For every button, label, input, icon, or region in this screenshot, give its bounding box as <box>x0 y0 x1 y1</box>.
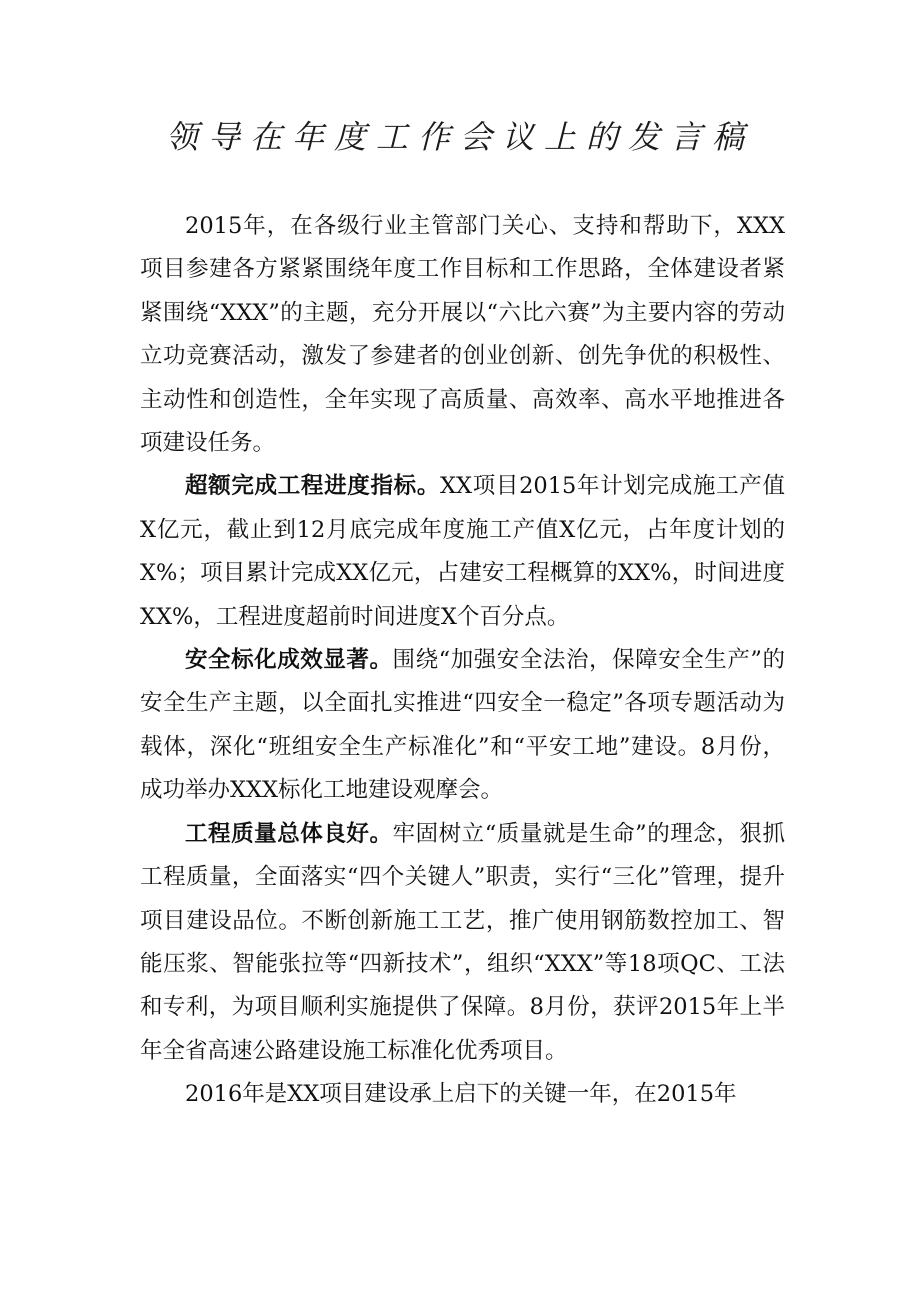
document-title: 领导在年度工作会议上的发言稿 <box>165 118 754 156</box>
paragraph-quality <box>140 813 785 1073</box>
paragraph-lead: 安全标化成效显著。 <box>185 647 393 674</box>
paragraph-text: 围绕“加强安全法治，保障安全生产”的安全生产主题，以全面扎实推进“四安全一稳定”各项专题活动为载体，深化“班组安全生产标准化”和“平安工地”建设。8月份，成功举办XXX标化工地建设观摩会。 <box>140 647 785 804</box>
paragraph-safety <box>140 639 785 813</box>
paragraph-lead: 工程质量总体良好。 <box>185 820 393 847</box>
paragraph-progress <box>140 465 785 639</box>
document-body <box>140 205 785 1117</box>
paragraph-intro <box>140 205 785 465</box>
paragraph-text: 牢固树立“质量就是生命”的理念，狠抓工程质量，全面落实“四个关键人”职责，实行“三化”管理，提升项目建设品位。不断创新施工工艺，推广使用钢筋数控加工、智能压浆、智能张拉等“四新技术”，组织“XXX”等18项QC、工法和专利，为项目顺利实施提供了保障。8月份，获评2015年上半年全省高速公路建设施工标准化优秀项目。 <box>140 820 785 1064</box>
paragraph-text: 2015年，在各级行业主管部门关心、支持和帮助下，XXX项目参建各方紧紧围绕年度工作目标和工作思路，全体建设者紧紧围绕“XXX”的主题，充分开展以“六比六赛”为主要内容的劳动立功竞赛活动，激发了参建者的创业创新、创先争优的积极性、主动性和创造性，全年实现了高质量、高效率、高水平地推进各项建设任务。 <box>140 213 785 457</box>
paragraph-text: XX项目2015年计划完成施工产值X亿元，截止到12月底完成年度施工产值X亿元，占年度计划的X%；项目累计完成XX亿元，占建安工程概算的XX%，时间进度XX%，工程进度超前时间进度X个百分点。 <box>140 473 785 630</box>
paragraph-lead: 超额完成工程进度指标。 <box>185 473 440 500</box>
paragraph-text: 2016年是XX项目建设承上启下的关键一年，在2015年 <box>185 1081 737 1108</box>
paragraph-2016 <box>140 1073 785 1116</box>
